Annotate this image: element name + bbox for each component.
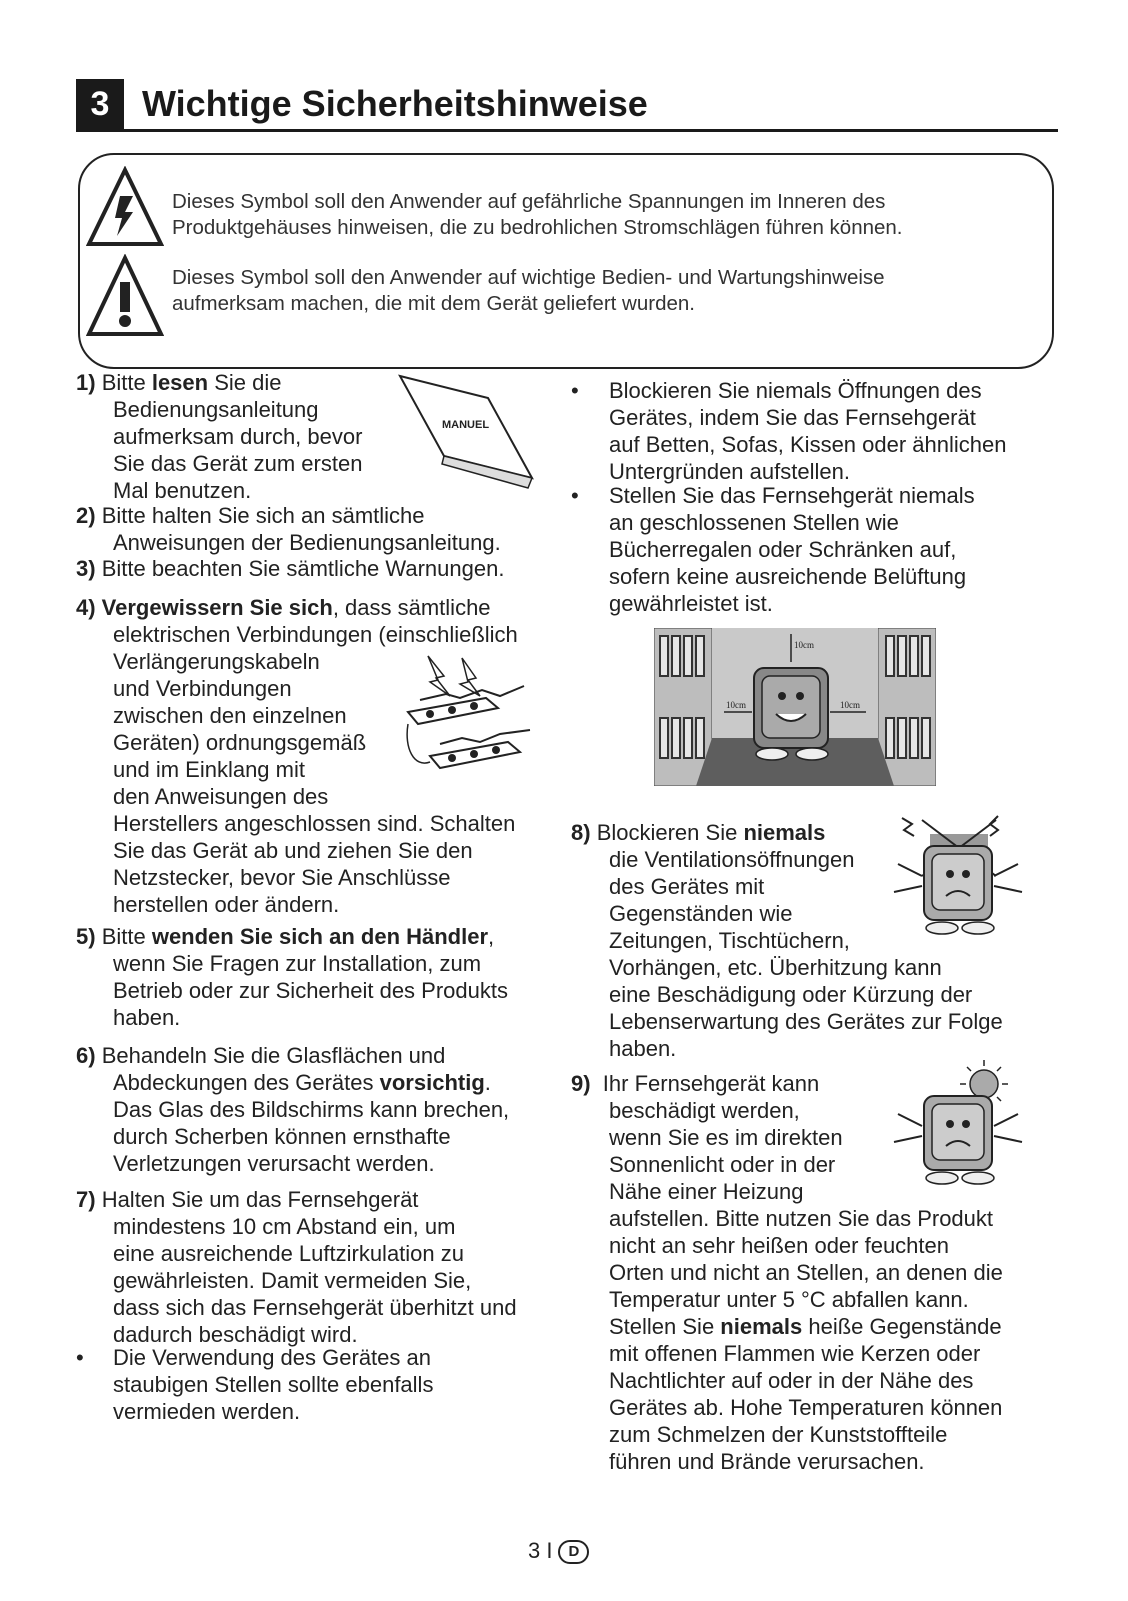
svg-text:10cm: 10cm (840, 700, 860, 710)
item-6: 6) Behandeln Sie die Glasflächen und Abdeckungen des Gerätes vorsichtig. Das Glas des Bildschirms kann brechen, durch Scherben können ernsthafte Verletzungen verursacht werden. (76, 1043, 510, 1176)
exclamation-warning-icon (86, 254, 164, 338)
item-3: 3) Bitte beachten Sie sämtliche Warnungen. (76, 556, 505, 581)
svg-text:MANUEL: MANUEL (442, 419, 490, 431)
warning-box (78, 153, 1054, 369)
lightning-warning-icon (86, 166, 164, 248)
bullet-icon: • (571, 483, 579, 508)
tv-ventilation-illustration (654, 628, 936, 786)
bullet-icon: • (76, 1345, 84, 1370)
bullet-dust: Die Verwendung des Gerätes an staubigen Stellen sollte ebenfalls vermieden werden. (113, 1345, 434, 1424)
bullet-enclosed: Stellen Sie das Fernsehgerät niemals an geschlossenen Stellen wie Bücherregalen oder Schränken auf, sofern keine ausreichende Belüftung gewährleistet ist. (609, 483, 975, 616)
bullet-icon: • (571, 378, 579, 403)
item-5: 5) Bitte wenden Sie sich an den Händler, wenn Sie Fragen zur Installation, zum Betrieb oder zur Sicherheit des Produkts haben. (76, 924, 508, 1030)
sun-tv-icon (886, 1058, 1028, 1190)
section-number: 3 (76, 79, 124, 129)
page-number: 3 I (528, 1538, 553, 1563)
power-strip-icon (400, 652, 536, 780)
page-title: Wichtige Sicherheitshinweise (142, 83, 648, 124)
item-2: 2) Bitte halten Sie sich an sämtliche Anweisungen der Bedienungsanleitung. (76, 503, 501, 555)
item-7: 7) Halten Sie um das Fernsehgerät mindestens 10 cm Abstand ein, um eine ausreichende Luftzirkulation zu gewährleisten. Damit vermeiden Sie, dass sich das Fernsehgerät überhitzt und dadurch beschädigt wird. (76, 1187, 517, 1347)
lightning-warning-text: Dieses Symbol soll den Anwender auf gefährliche Spannungen im Inneren des Produktgehäuses hinweisen, die zu bedrohlichen Stromschlägen führen können. (172, 190, 903, 239)
blocked-tv-icon (886, 812, 1028, 940)
item-4: 4) Vergewissern Sie sich, dass sämtliche elektrischen Verbindungen (einschließlich Verlängerungskabeln und Verbindungen zwischen den einzelnen Geräten) ordnungsgemäß und im Einklang mit den Anweisungen des Herstellers angeschlossen sind. Schalten Sie das Gerät ab und ziehen Sie den Netzstecker, bevor Sie Anschlüsse herstellen oder ändern. (76, 595, 518, 917)
exclamation-warning-text: Dieses Symbol soll den Anwender auf wichtige Bedien- und Wartungshinweise aufmerksam machen, die mit dem Gerät geliefert wurden. (172, 266, 885, 315)
item-8: 8) Blockieren Sie niemals die Ventilationsöffnungen des Gerätes mit Gegenständen wie Zeitungen, Tischtüchern, Vorhängen, etc. Überhitzung kann eine Beschädigung oder Kürzung der Lebenserwartung des Gerätes zur Folge haben. (571, 820, 1003, 1061)
svg-text:10cm: 10cm (726, 700, 746, 710)
header-rule (76, 129, 1058, 132)
language-badge: D (558, 1540, 589, 1564)
item-1: 1) Bitte lesen Sie die Bedienungsanleitung aufmerksam durch, bevor Sie das Gerät zum ersten Mal benutzen. (76, 370, 363, 503)
svg-text:10cm: 10cm (794, 640, 814, 650)
bullet-openings: Blockieren Sie niemals Öffnungen des Gerätes, indem Sie das Fernsehgerät auf Betten, Sofas, Kissen oder ähnlichen Untergründen aufstellen. (609, 378, 1007, 484)
page-footer (528, 1538, 589, 1564)
manual-book-icon (396, 372, 536, 496)
item-9: 9) Ihr Fernsehgerät kann beschädigt werden, wenn Sie es im direkten Sonnenlicht oder in der Nähe einer Heizung aufstellen. Bitte nutzen Sie das Produkt nicht an sehr heißen oder feuchten Orten und nicht an Stellen, an denen die Temperatur unter 5 °C abfallen kann. Stellen Sie niemals heiße Gegenstände mit offenen Flammen wie Kerzen oder Nachtlichter auf oder in der Nähe des Gerätes ab. Hohe Temperaturen können zum Schmelzen der Kunststoffteile führen und Brände verursachen. (571, 1071, 1003, 1474)
